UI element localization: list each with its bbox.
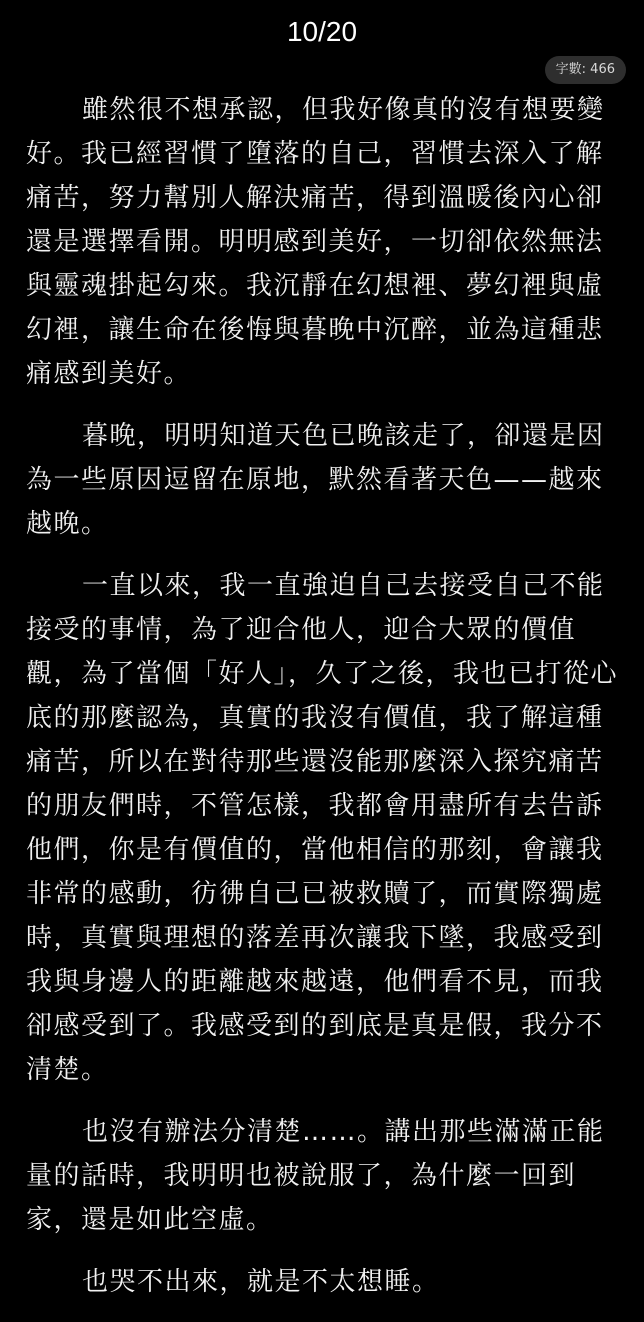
paragraph: 也沒有辦法分清楚……。講出那些滿滿正能量的話時，我明明也被說服了，為什麼一回到家，還是如此空虛。: [26, 1117, 605, 1235]
word-count-badge: 字數: 466: [545, 56, 626, 84]
article-body[interactable]: [26, 88, 618, 1322]
paragraph: 一直以來，我一直強迫自己去接受自己不能接受的事情，為了迎合他人，迎合大眾的價值觀，為了當個「好人」，久了之後，我也已打從心底的那麼認為，真實的我沒有價值，我了解這種痛苦，所以在對待那些還沒能那麼深入探究痛苦的朋友們時，不管怎樣，我都會用盡所有去告訴他們，你是有價值的，當他相信的那刻，會讓我非常的感動，彷彿自己已被救贖了，而實際獨處時，真實與理想的落差再次讓我下墜，我感受到我與身邊人的距離越來越遠，他們看不見，而我卻感受到了。我感受到的到底是真是假，我分不清楚。: [26, 571, 619, 1085]
paragraph: 也哭不出來，就是不太想睡。: [82, 1267, 440, 1297]
paragraph: 暮晚，明明知道天色已晚該走了，卻還是因為一些原因逗留在原地，默然看著天色——越來越晚。: [26, 421, 605, 539]
paragraph: 雖然很不想承認，但我好像真的沒有想要變好。我已經習慣了墮落的自己，習慣去深入了解痛苦，努力幫別人解決痛苦，得到溫暖後內心卻還是選擇看開。明明感到美好，一切卻依然無法與靈魂掛起勾來。我沉靜在幻想裡、夢幻裡與虛幻裡，讓生命在後悔與暮晚中沉醉，並為這種悲痛感到美好。: [26, 95, 605, 389]
page-indicator: 10/20: [286, 16, 358, 47]
